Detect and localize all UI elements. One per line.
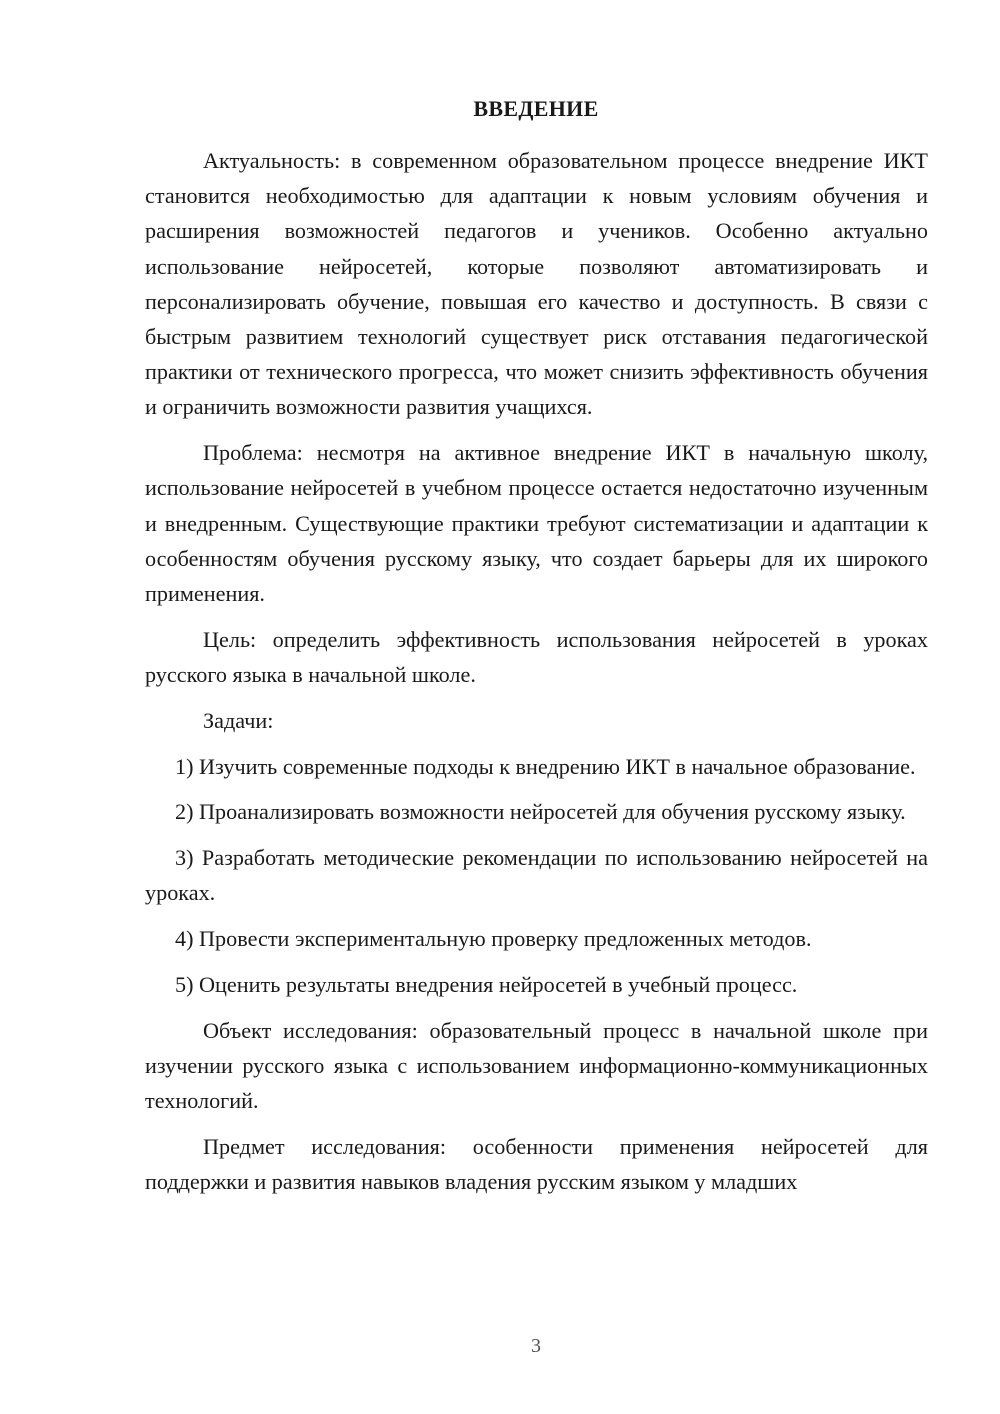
section-heading: ВВЕДЕНИЕ	[473, 96, 599, 121]
task-item: 2) Проанализировать возможности нейросетей для обучения русскому языку.	[175, 799, 906, 825]
task-item: 5) Оценить результаты внедрения нейросетей в учебный процесс.	[175, 972, 798, 998]
subject-paragraph: Предмет исследования: особенности применения нейросетей для поддержки и развития навыков владения русским языком у младших	[145, 1134, 928, 1195]
task-item: 3) Разработать методические рекомендации по использованию нейросетей на уроках.	[145, 845, 928, 906]
task-item: 4) Провести экспериментальную проверку предложенных методов.	[175, 926, 812, 952]
task-item: 1) Изучить современные подходы к внедрению ИКТ в начальное образование.	[175, 753, 916, 779]
document-body	[145, 143, 928, 1210]
relevance-paragraph: Актуальность: в современном образовательном процессе внедрение ИКТ становится необходимостью для адаптации к новым условиям обучения и расширения возможностей педагогов и учеников. Особенно актуально использование нейросетей, которые позволяют автоматизировать и персонализировать обучение, повышая его качество и доступность. В связи с быстрым развитием технологий существует риск отставания педагогической практики от технического прогресса, что может снизить эффективность обучения и ограничить возможности развития учащихся.	[145, 148, 928, 420]
problem-paragraph: Проблема: несмотря на активное внедрение ИКТ в начальную школу, использование нейросетей в учебном процессе остается недостаточно изученным и внедренным. Существующие практики требуют систематизации и адаптации к особенностям обучения русскому языку, что создает барьеры для их широкого применения.	[145, 440, 928, 607]
object-paragraph: Объект исследования: образовательный процесс в начальной школе при изучении русского языка с использованием информационно-коммуникационных технологий.	[145, 1017, 928, 1114]
tasks-label: Задачи:	[203, 707, 274, 733]
goal-paragraph: Цель: определить эффективность использования нейросетей в уроках русского языка в начальной школе.	[145, 626, 928, 688]
page-number: 3	[531, 1335, 541, 1357]
